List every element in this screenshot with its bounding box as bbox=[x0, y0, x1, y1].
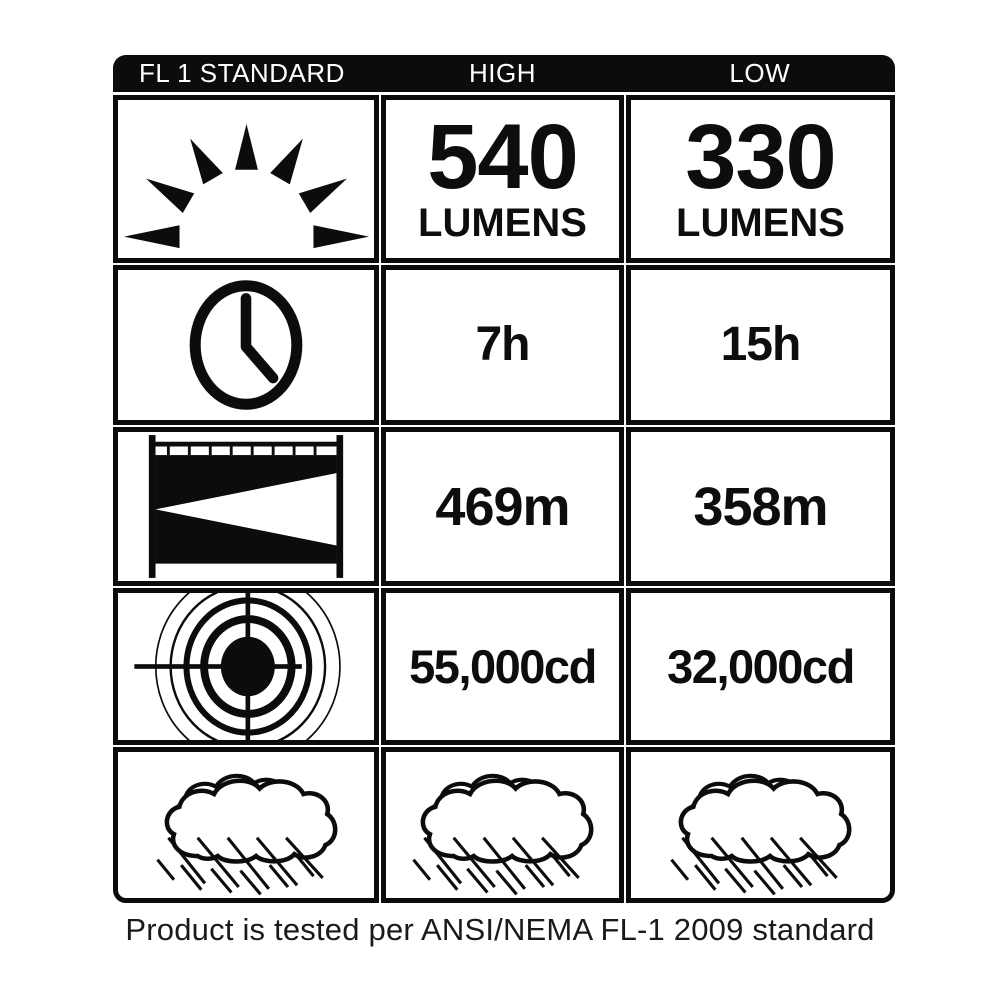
cell-runtime-icon bbox=[113, 265, 379, 425]
rain-cloud-icon bbox=[662, 752, 858, 898]
lumens-high-value: 540 bbox=[427, 106, 578, 209]
target-icon bbox=[131, 593, 361, 740]
runtime-high-value: 7h bbox=[475, 318, 530, 371]
spec-grid bbox=[113, 95, 895, 903]
rain-cloud-icon bbox=[148, 752, 344, 898]
sunburst-icon bbox=[124, 106, 369, 253]
intensity-low-value: 32,000cd bbox=[667, 640, 854, 693]
cell-light-output-icon bbox=[113, 95, 379, 263]
cell-lumens-low bbox=[626, 95, 895, 263]
cell-distance-low bbox=[626, 427, 895, 586]
lumens-low-value: 330 bbox=[685, 106, 836, 209]
intensity-high-value: 55,000cd bbox=[409, 640, 596, 693]
footer-note: Product is tested per ANSI/NEMA FL-1 2009 standard bbox=[125, 912, 875, 947]
cell-intensity-icon bbox=[113, 588, 379, 745]
rain-cloud-icon bbox=[404, 752, 600, 898]
cell-lumens-high bbox=[381, 95, 624, 263]
cell-distance-icon bbox=[113, 427, 379, 586]
clock-icon bbox=[178, 273, 314, 417]
table-header-band bbox=[113, 55, 895, 92]
cell-distance-high bbox=[381, 427, 624, 586]
header-high-label: HIGH bbox=[468, 58, 536, 88]
runtime-low-value: 15h bbox=[720, 318, 801, 371]
distance-high-value: 469m bbox=[435, 476, 570, 537]
cell-weather-low bbox=[626, 747, 895, 903]
cell-weather-icon bbox=[113, 747, 379, 903]
beam-distance-icon bbox=[146, 435, 346, 578]
cell-weather-high bbox=[381, 747, 624, 903]
cell-runtime-high bbox=[381, 265, 624, 425]
header-low-label: LOW bbox=[729, 58, 791, 88]
distance-low-value: 358m bbox=[693, 476, 828, 537]
fl1-spec-table bbox=[113, 55, 895, 903]
header-standard-label: FL 1 STANDARD bbox=[139, 58, 345, 88]
cell-runtime-low bbox=[626, 265, 895, 425]
lumens-low-unit: LUMENS bbox=[676, 200, 845, 245]
lumens-high-unit: LUMENS bbox=[418, 200, 587, 245]
cell-intensity-low bbox=[626, 588, 895, 745]
cell-intensity-high bbox=[381, 588, 624, 745]
